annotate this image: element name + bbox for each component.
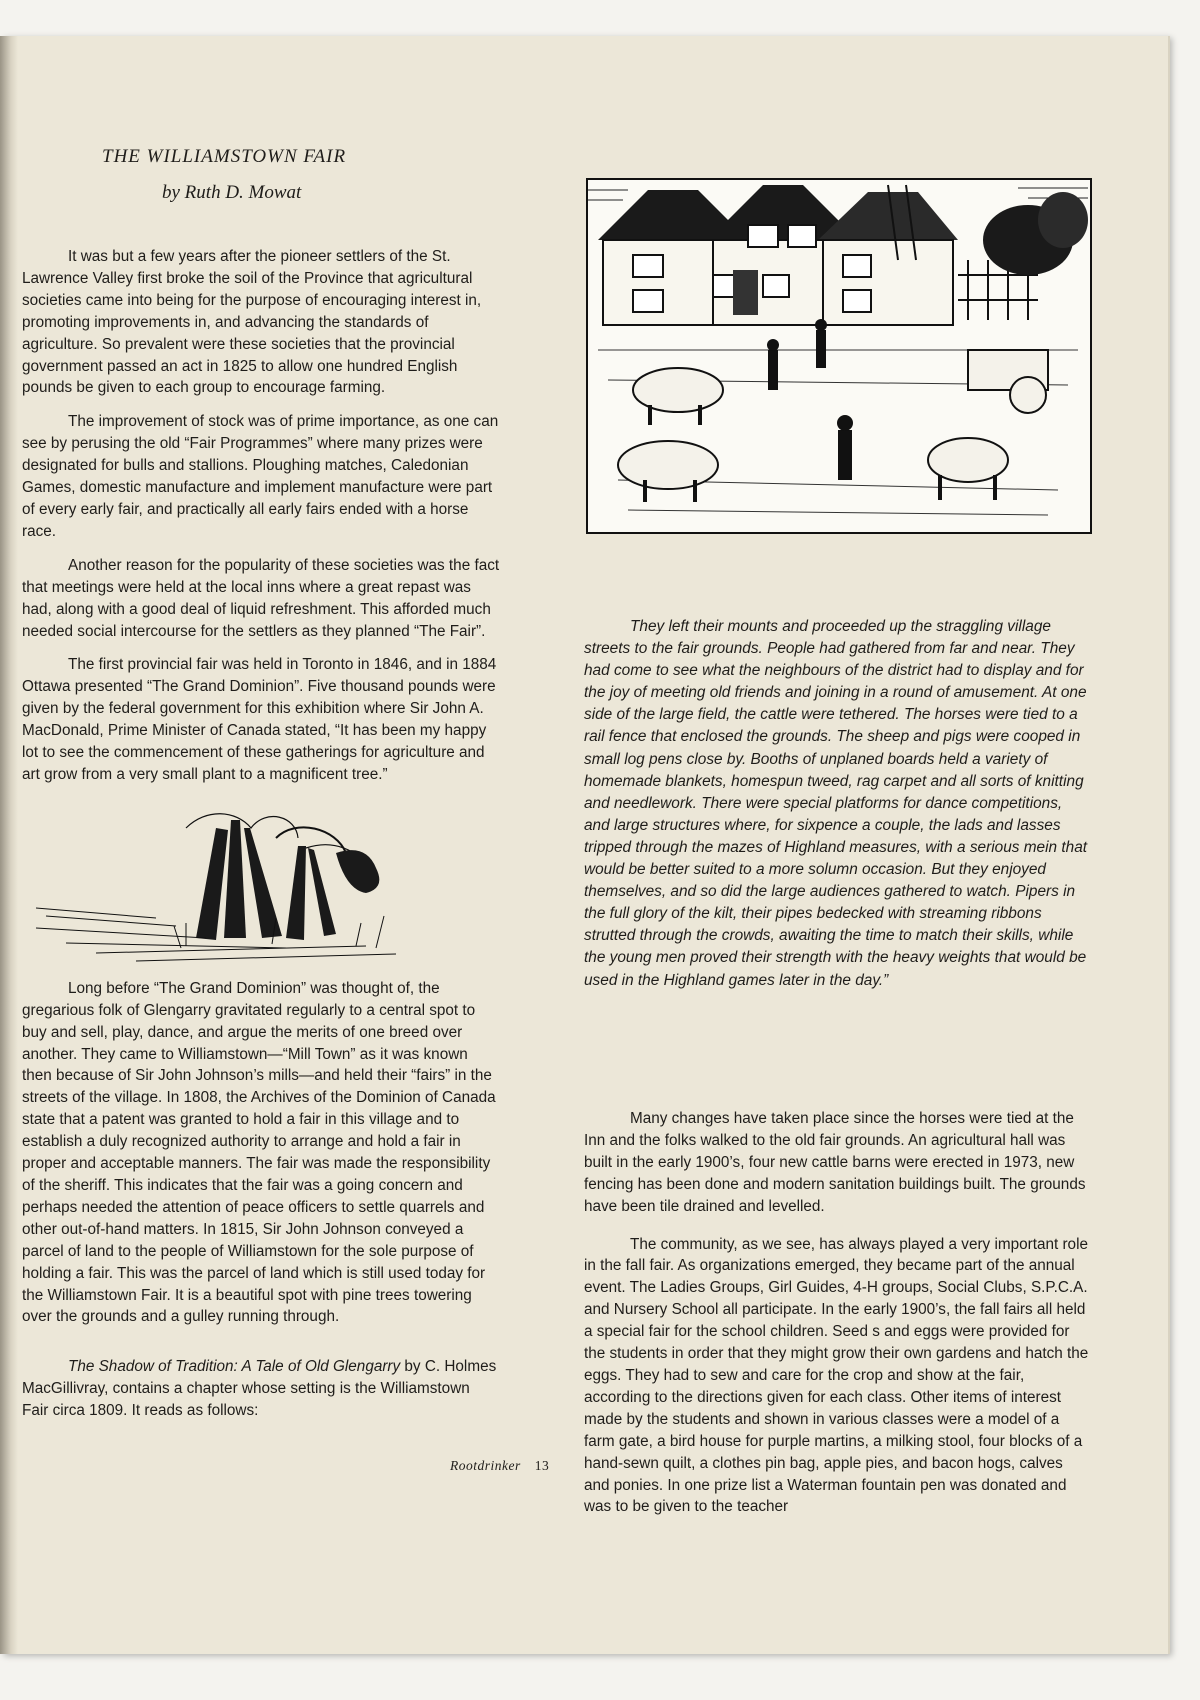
page-number: 13 <box>534 1458 550 1473</box>
paragraph: Another reason for the popularity of these societies was the fact that meetings were held at the local inns where a great repast was had, along with a good deal of liquid refreshment. This afforded much needed social intercourse for the settlers as they planned “The Fair”. <box>22 556 500 640</box>
wheat-sheaves-illustration <box>36 798 406 968</box>
magazine-page <box>0 36 1168 1654</box>
paragraph: The first provincial fair was held in Toronto in 1846, and in 1884 Ottawa presented “The Grand Dominion”. Five thousand pounds were given by the federal government for this exhibition where Sir John A. MacDonald, Prime Minister of Canada stated, “It has been my happy lot to see the commencement of these gatherings for agriculture and art grow from a very small plant to a magnificent tree.” <box>22 656 497 783</box>
paragraph: Many changes have taken place since the horses were tied at the Inn and the folks walked to the old fair grounds. An agricultural hall was built in the early 1900’s, four new cattle barns were erected in 1973, new fencing has been done and modern sanitation buildings built. The grounds have been tile drained and levelled. <box>584 1110 1086 1215</box>
left-column <box>22 146 500 1422</box>
book-intro-paragraph <box>22 1356 500 1422</box>
article-byline: by Ruth D. Mowat <box>162 182 302 203</box>
quote-block <box>584 616 1089 992</box>
publication-name: Rootdrinker <box>450 1458 521 1473</box>
paragraph: Long before “The Grand Dominion” was thought of, the gregarious folk of Glengarry gravitated regularly to a central spot to buy and sell, play, dance, and argue the merits of one breed over another. They came to Williamstown—“Mill Town” as it was known then because of Sir John Johnson’s mills—and held their “fairs” in the streets of the village. In 1808, the Archives of the Dominion of Canada state that a patent was granted to hold a fair in this village and to establish a duly recognized authority to arrange and hold a fair in proper and acceptable manners. The fair was made the responsibility of the sheriff. This indicates that the fair was a going concern and perhaps needed the attention of peace officers to settle quarrels and other out-of-hand matters. In 1815, Sir John Johnson conveyed a parcel of land to the people of Williamstown for the sole purpose of holding a fair. This was the parcel of land which is still used today for the Williamstown Fair. It is a beautiful spot with pine trees towering over the grounds and a gulley running through. <box>22 979 496 1326</box>
page-footer <box>450 1458 549 1474</box>
farmyard-illustration <box>586 178 1092 534</box>
article-title: THE WILLIAMSTOWN FAIR <box>102 146 347 167</box>
page-gutter-shadow <box>0 36 18 1654</box>
paragraph: The improvement of stock was of prime importance, as one can see by perusing the old “Fair Programmes” where many prizes were designated for bulls and stallions. Ploughing matches, Caledonian Games, domestic manufacture and implement manufacture were part of every early fair, and practically all early fairs ended with a horse race. <box>22 413 499 540</box>
book-title: The Shadow of Tradition: A Tale of Old Glengarry <box>68 1358 401 1376</box>
paragraph: It was but a few years after the pioneer settlers of the St. Lawrence Valley first broke the soil of the Province that agricultural societies came into being for the purpose of encouraging interest in, promoting improvements in, and advancing the standards of agriculture. So prevalent were these societies that the provincial government passed an act in 1825 to allow one hundred English pounds be given to each group to encourage farming. <box>22 248 482 397</box>
book-intro-text: by C. Holmes MacGillivray, contains a chapter whose setting is the Williamstown Fair circa 1809. It reads as follows: <box>22 1358 497 1420</box>
quoted-passage: They left their mounts and proceeded up the straggling village streets to the fair grounds. People had gathered from far and near. They had come to see what the neighbours of the district had to display and for the joy of meeting old friends and joining in a round of amusement. At one side of the large field, the cattle were tethered. The horses were tied to a rail fence that enclosed the grounds. The sheep and pigs were cooped in small log pens close by. Booths of unplaned boards held a variety of homemade blankets, homespun tweed, rag carpet and all sorts of knitting and needlework. There were special platforms for dance competitions, and large structures where, for sixpence a couple, the lads and lasses tripped through the mazes of Highland measures, with a serious mein that would be better suited to a more solumn occasion. But they enjoyed themselves, and so did the large audiences gathered to watch. Pipers in the full glory of the kilt, their pipes bedecked with streaming ribbons strutted through the crowds, awaiting the time to match their skills, while the young men proved their strength with the heavy weights that would be used in the Highland games later in the day.” <box>584 618 1088 989</box>
paragraph: The community, as we see, has always played a very important role in the fall fair. As organizations emerged, they became part of the annual event. The Ladies Groups, Girl Guides, 4-H groups, Social Clubs, S.P.C.A. and Nursery School all participate. In the early 1900’s, the fall fairs all held a special fair for the school children. Seed s and eggs were provided for the students in order that they might grow their own gardens and hatch the eggs. They had to sew and care for the crop and show at the fair, according to the directions given for each class. Other items of interest made by the students and shown in various classes were a model of a farm gate, a bird house for purple martins, a milking stool, four blocks of a hand-sewn quilt, a clothes pin bag, apple pies, and bacon hogs, calves and ponies. In one prize list a Waterman fountain pen was donated and was to be given to the teacher <box>584 1235 1089 1516</box>
right-text-block <box>584 1108 1089 1518</box>
